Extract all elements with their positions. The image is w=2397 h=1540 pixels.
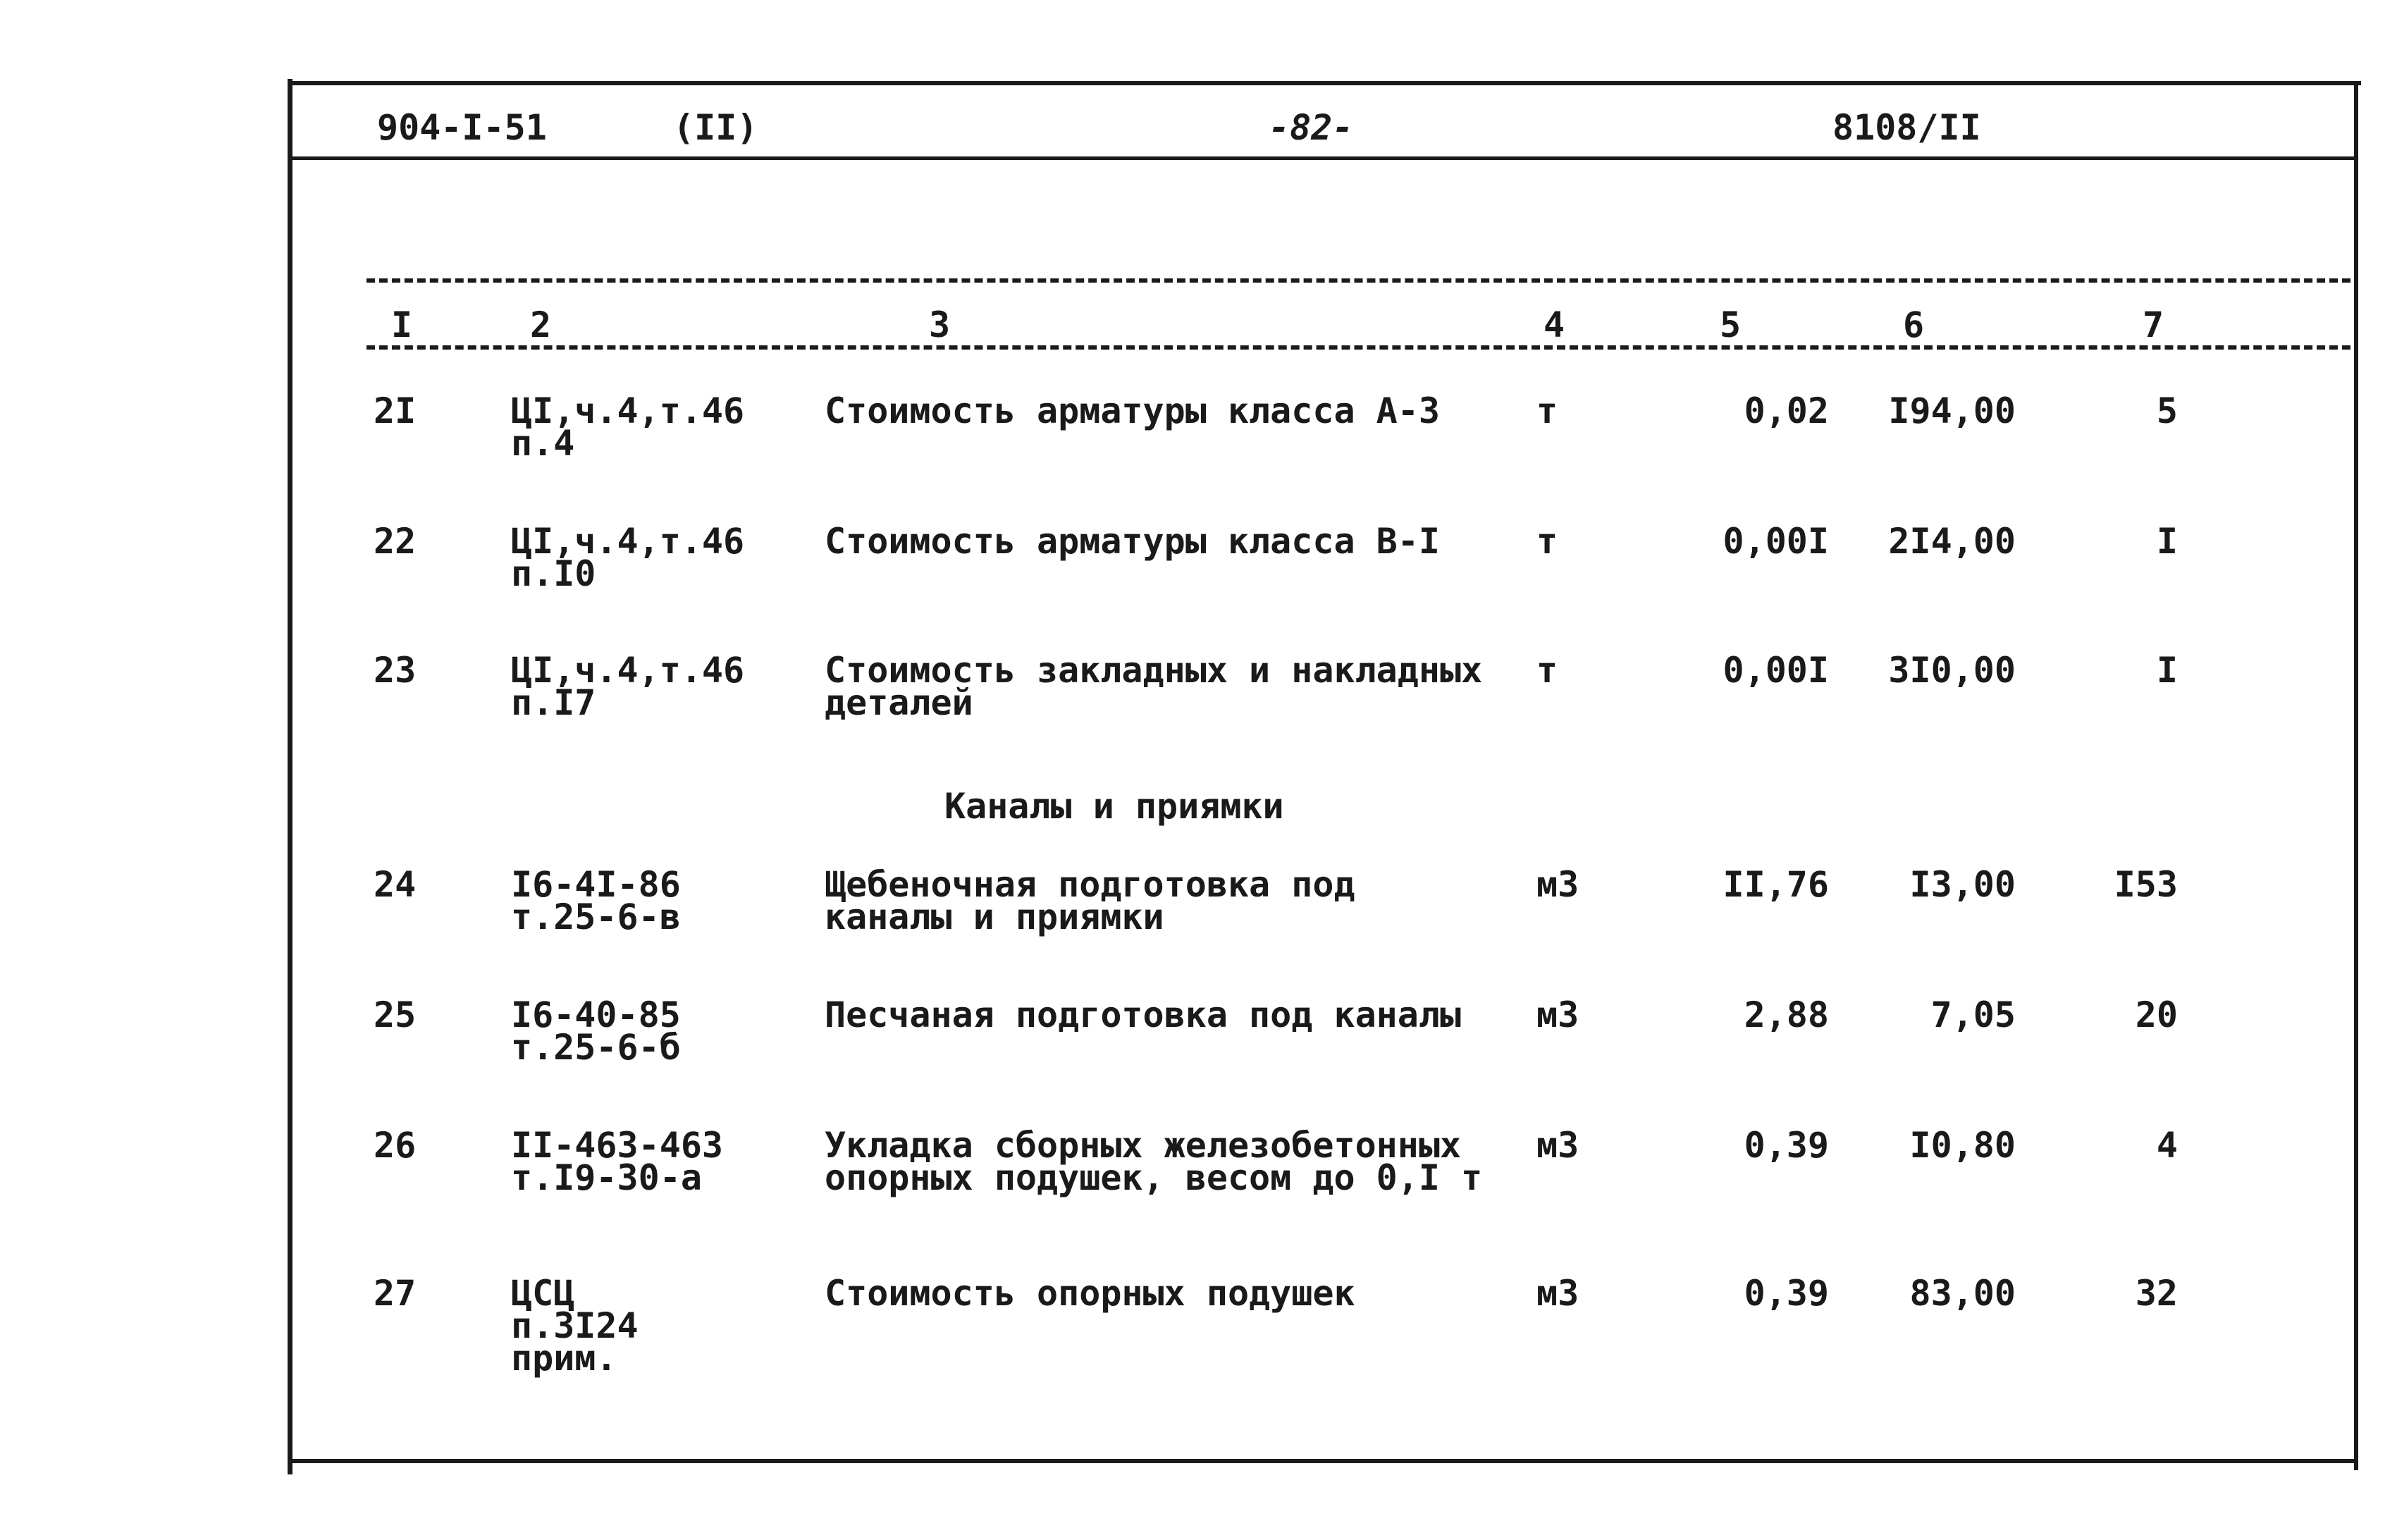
row-name: Стоимость арматуры класса В-I [825,521,1440,562]
row-name: Стоимость опорных подушек [825,1273,1355,1314]
row-total: 32 [2135,1273,2178,1314]
row-name: Стоимость арматуры класса А-3 [825,390,1440,431]
col-number-7: 7 [2143,304,2164,345]
row-total: 4 [2156,1125,2178,1166]
row-quantity: 2,88 [1744,994,1829,1035]
table-top-dashed-rule [366,278,2350,283]
row-unit-price: I0,80 [1909,1125,2016,1166]
row-quantity: 0,39 [1744,1273,1829,1314]
row-unit: т [1536,521,1558,562]
doc-code: 904-I-51 [377,107,547,148]
row-unit-price: 7,05 [1930,994,2016,1035]
frame-left-line [288,79,292,1474]
frame-bottom-line [292,1459,2354,1463]
row-unit-price: 3I0,00 [1888,650,2016,691]
row-unit: м3 [1536,1273,1579,1314]
row-number: 2I [374,390,417,431]
row-reference: ЦI,ч.4,т.46 п.I0 [511,521,745,594]
row-number: 26 [374,1125,417,1166]
col-number-1: I [391,304,413,345]
row-reference: I6-40-85 т.25-6-б [511,994,681,1068]
row-name: Щебеночная подготовка под каналы и приямки [825,864,1355,937]
row-unit-price: I3,00 [1909,864,2016,905]
col-number-4: 4 [1543,304,1565,345]
row-unit: м3 [1536,864,1579,905]
row-quantity: 0,00I [1723,650,1829,691]
row-name: Песчаная подготовка под каналы [825,994,1462,1035]
header-rule [292,156,2354,160]
row-total: 5 [2156,390,2178,431]
col-number-3: 3 [929,304,951,345]
row-number: 22 [374,521,417,562]
row-total: 20 [2135,994,2178,1035]
doc-part: (II) [673,107,758,148]
row-total: I [2156,650,2178,691]
row-number: 25 [374,994,417,1035]
section-title: Каналы и приямки [944,786,1284,827]
row-unit-price: I94,00 [1888,390,2016,431]
row-number: 27 [374,1273,417,1314]
row-quantity: 0,00I [1723,521,1829,562]
row-unit: м3 [1536,994,1579,1035]
row-total: I [2156,521,2178,562]
table-header-dashed-rule [366,345,2350,350]
row-unit-price: 83,00 [1909,1273,2016,1314]
row-reference: ЦI,ч.4,т.46 п.I7 [511,650,745,723]
row-number: 23 [374,650,417,691]
row-name: Укладка сборных железобетонных опорных подушек, весом до 0,I т [825,1125,1483,1198]
row-reference: ЦСЦ п.3I24 прим. [511,1273,639,1379]
row-quantity: 0,39 [1744,1125,1829,1166]
row-quantity: II,76 [1723,864,1829,905]
row-unit-price: 2I4,00 [1888,521,2016,562]
row-unit: м3 [1536,1125,1579,1166]
col-number-5: 5 [1720,304,1742,345]
frame-top-line [292,81,2361,85]
page-number: -82- [1269,107,1354,148]
col-number-6: 6 [1903,304,1925,345]
album-number: 8108/II [1832,107,1981,148]
row-reference: ЦI,ч.4,т.46 п.4 [511,390,745,464]
col-number-2: 2 [530,304,552,345]
row-quantity: 0,02 [1744,390,1829,431]
row-number: 24 [374,864,417,905]
row-reference: II-463-463 т.I9-30-а [511,1125,724,1198]
row-unit: т [1536,390,1558,431]
row-unit: т [1536,650,1558,691]
frame-right-line [2354,85,2358,1470]
row-name: Стоимость закладных и накладных деталей [825,650,1483,723]
row-reference: I6-4I-86 т.25-6-в [511,864,681,937]
row-total: I53 [2114,864,2178,905]
